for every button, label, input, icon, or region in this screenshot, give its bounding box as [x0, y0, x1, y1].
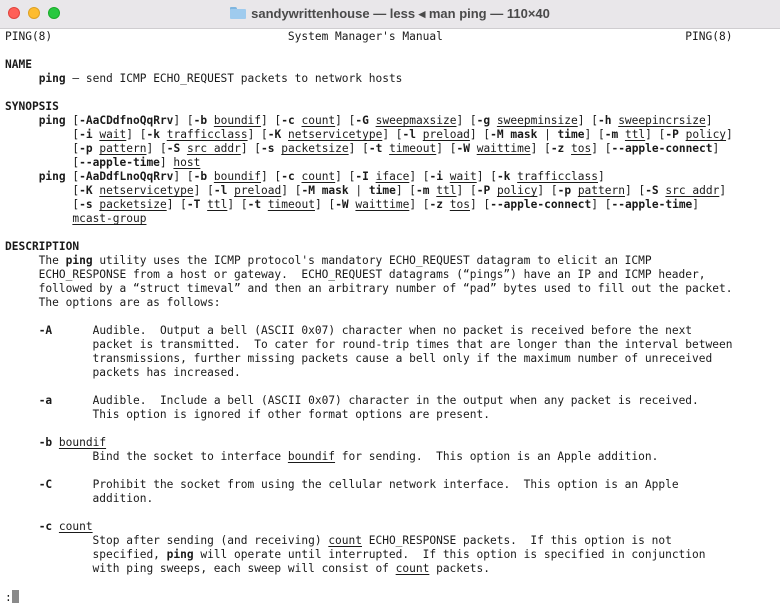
- text-segment: The options are as follows:: [5, 296, 221, 309]
- terminal-output[interactable]: [5, 30, 775, 604]
- underlined-text: count: [301, 170, 336, 183]
- text-segment: [416, 128, 423, 141]
- bold-text: ping: [65, 254, 93, 267]
- underlined-text: ttl: [624, 128, 646, 141]
- bold-text: -b: [193, 170, 208, 183]
- terminal-line: [5, 492, 775, 506]
- text-segment: ]: [705, 114, 713, 127]
- text-segment: ] [: [247, 128, 268, 141]
- terminal-line: [5, 548, 775, 562]
- terminal-line: [5, 310, 775, 324]
- terminal-line: [5, 394, 775, 408]
- text-segment: This option is ignored if other format options are present.: [5, 408, 490, 421]
- bold-text: -P: [476, 184, 491, 197]
- underlined-text: timeout: [267, 198, 315, 211]
- underlined-text: sweepmaxsize: [375, 114, 457, 127]
- text-segment: [207, 114, 214, 127]
- underlined-text: policy: [496, 184, 538, 197]
- bold-text: mask: [510, 128, 538, 141]
- text-segment: ] [: [240, 142, 262, 155]
- underlined-text: netservicetype: [99, 184, 194, 197]
- text-segment: ]: [712, 142, 720, 155]
- bold-text: -i: [429, 170, 444, 183]
- text-segment: Prohibit the socket from using the cellular network interface. This option is an Apple: [52, 478, 679, 491]
- text-segment: ] [: [335, 170, 356, 183]
- terminal-line: [5, 254, 775, 268]
- text-segment: ] [: [456, 114, 477, 127]
- terminal-line: [5, 352, 775, 366]
- bold-text: -W: [456, 142, 470, 155]
- text-segment: transmissions, further missing packets cause a bell only if the maximum number of unreceived: [5, 352, 713, 365]
- underlined-text: packetsize: [99, 198, 167, 211]
- text-segment: :: [5, 591, 12, 604]
- text-segment: Audible. Output a bell (ASCII 0x07) character when no packet is received before the next: [52, 324, 693, 337]
- underlined-text: mcast-group: [72, 212, 147, 225]
- bold-text: -z: [550, 142, 565, 155]
- terminal-line: [5, 436, 775, 450]
- bold-text: -c: [281, 170, 295, 183]
- text-segment: [5, 520, 39, 533]
- underlined-text: boundif: [58, 436, 107, 449]
- underlined-text: sweepincrsize: [618, 114, 706, 127]
- bold-text: -K: [267, 128, 282, 141]
- text-segment: [369, 170, 376, 183]
- underlined-text: boundif: [287, 450, 336, 463]
- bold-text: -m: [416, 184, 430, 197]
- underlined-text: boundif: [213, 170, 262, 183]
- text-segment: ] [: [382, 128, 403, 141]
- text-segment: [5, 324, 39, 337]
- text-segment: [5, 212, 72, 225]
- text-segment: [5, 114, 39, 127]
- text-segment: [5, 436, 39, 449]
- text-segment: [: [65, 170, 80, 183]
- text-segment: [: [5, 184, 80, 197]
- text-segment: [490, 114, 497, 127]
- underlined-text: trafficclass: [517, 170, 598, 183]
- text-segment: ] [: [335, 114, 356, 127]
- text-segment: [5, 72, 39, 85]
- terminal-line: [5, 212, 775, 226]
- text-segment: [470, 142, 477, 155]
- text-segment: [443, 198, 450, 211]
- terminal-line: [5, 478, 775, 492]
- text-segment: [: [65, 114, 80, 127]
- bold-text: -b: [193, 114, 208, 127]
- text-segment: ] [: [476, 170, 497, 183]
- underlined-text: pattern: [577, 184, 625, 197]
- text-segment: [180, 142, 187, 155]
- text-segment: ] [: [537, 184, 558, 197]
- bold-text: --apple-time: [79, 156, 160, 169]
- text-segment: ]: [692, 198, 700, 211]
- terminal-line: [5, 408, 775, 422]
- bold-text: -l: [213, 184, 228, 197]
- terminal-line: [5, 534, 775, 548]
- text-segment: ] [: [530, 142, 551, 155]
- terminal-line: [5, 576, 775, 590]
- title-bar[interactable]: [0, 0, 780, 29]
- text-segment: ]: [159, 156, 174, 169]
- text-segment: Audible. Include a bell (ASCII 0x07) character in the output when any packet is received.: [52, 394, 699, 407]
- text-segment: packet is transmitted. To cater for round-trip times that are longer than the interval between: [5, 338, 733, 351]
- bold-text: -AaDdfLnoQqRrv: [79, 170, 174, 183]
- text-segment: [618, 128, 625, 141]
- underlined-text: iface: [375, 170, 410, 183]
- terminal-line: [5, 324, 775, 338]
- text-segment: ] [: [126, 128, 147, 141]
- terminal-line: [5, 226, 775, 240]
- underlined-text: count: [328, 534, 362, 547]
- bold-text: -AaCDdfnoQqRrv: [79, 114, 174, 127]
- text-segment: [: [5, 198, 80, 211]
- bold-text: -K: [79, 184, 93, 197]
- text-segment: for sending. This option is an Apple addition.: [335, 450, 659, 463]
- text-segment: ] [: [409, 198, 430, 211]
- text-segment: [52, 436, 59, 449]
- text-segment: [: [5, 128, 80, 141]
- text-segment: ]: [719, 184, 727, 197]
- underlined-text: count: [395, 562, 430, 575]
- text-segment: ECHO_RESPONSE packets. If this option is not: [362, 534, 672, 547]
- bold-text: ping: [38, 114, 66, 127]
- terminal-line: [5, 100, 775, 114]
- text-segment: [261, 198, 268, 211]
- text-segment: Bind the socket to interface: [5, 450, 288, 463]
- bold-text: -s: [261, 142, 275, 155]
- underlined-text: count: [58, 520, 93, 533]
- terminal-line: [5, 450, 775, 464]
- text-segment: ] [: [645, 128, 666, 141]
- folder-icon: [230, 7, 246, 19]
- bold-text: -b: [38, 436, 53, 449]
- text-segment: [369, 114, 376, 127]
- text-segment: ] [: [436, 142, 457, 155]
- text-segment: [490, 184, 497, 197]
- bold-text: -A: [38, 324, 53, 337]
- terminal-line: [5, 156, 775, 170]
- terminal-line: [5, 44, 775, 58]
- bold-text: --apple-connect: [611, 142, 713, 155]
- underlined-text: boundif: [213, 114, 262, 127]
- text-segment: [5, 478, 39, 491]
- text-segment: ] [: [469, 198, 491, 211]
- text-segment: ] [: [166, 198, 187, 211]
- terminal-line: [5, 380, 775, 394]
- text-segment: |: [348, 184, 369, 197]
- terminal-line: [5, 520, 775, 534]
- text-segment: [: [5, 156, 80, 169]
- text-segment: [207, 170, 214, 183]
- text-segment: ] [: [409, 170, 430, 183]
- text-segment: [315, 184, 322, 197]
- underlined-text: ttl: [207, 198, 228, 211]
- text-cursor: [12, 590, 19, 603]
- bold-text: -h: [597, 114, 612, 127]
- terminal-line: [5, 422, 775, 436]
- bold-text: -G: [355, 114, 369, 127]
- underlined-text: netservicetype: [288, 128, 383, 141]
- underlined-text: waittime: [476, 142, 531, 155]
- underlined-text: preload: [234, 184, 282, 197]
- underlined-text: sweepminsize: [496, 114, 578, 127]
- bold-text: DESCRIPTION: [5, 240, 80, 253]
- underlined-text: pattern: [99, 142, 147, 155]
- text-segment: ] [: [173, 170, 194, 183]
- bold-text: -M: [490, 128, 504, 141]
- bold-text: -a: [38, 394, 53, 407]
- underlined-text: wait: [449, 170, 477, 183]
- text-segment: ] [: [456, 184, 477, 197]
- text-segment: [281, 128, 288, 141]
- terminal-line: [5, 128, 775, 142]
- terminal-line: [5, 506, 775, 520]
- terminal-line: [5, 170, 775, 184]
- underlined-text: preload: [422, 128, 470, 141]
- text-segment: PING(8) System Manager's Manual PING(8): [5, 30, 733, 43]
- bold-text: -I: [355, 170, 369, 183]
- terminal-line: [5, 184, 775, 198]
- bold-text: -l: [402, 128, 417, 141]
- terminal-line: [5, 240, 775, 254]
- underlined-text: src_addr: [186, 142, 241, 155]
- terminal-line: [5, 58, 775, 72]
- text-segment: ] [: [193, 184, 214, 197]
- terminal-line: [5, 590, 775, 604]
- bold-text: -C: [38, 478, 53, 491]
- window-title: sandywrittenhouse — less ◂ man ping — 110×40: [251, 6, 550, 21]
- text-segment: ] [: [577, 114, 598, 127]
- bold-text: -P: [665, 128, 679, 141]
- text-segment: ] [: [591, 198, 612, 211]
- text-segment: ] [: [469, 128, 491, 141]
- underlined-text: ttl: [436, 184, 457, 197]
- bold-text: -W: [335, 198, 349, 211]
- underlined-text: timeout: [389, 142, 437, 155]
- window-title-group: [0, 6, 780, 22]
- terminal-line: [5, 72, 775, 86]
- text-segment: ]: [726, 128, 733, 141]
- text-segment: packets has increased.: [5, 366, 241, 379]
- text-segment: – send ICMP ECHO_REQUEST packets to network hosts: [65, 72, 403, 85]
- bold-text: ping: [166, 548, 194, 561]
- bold-text: -g: [476, 114, 491, 127]
- terminal-line: [5, 366, 775, 380]
- underlined-text: count: [301, 114, 336, 127]
- text-segment: [571, 184, 578, 197]
- text-segment: [160, 128, 167, 141]
- text-segment: ] [: [261, 114, 282, 127]
- bold-text: --apple-time: [611, 198, 693, 211]
- terminal-line: [5, 268, 775, 282]
- text-segment: Stop after sending (and receiving): [5, 534, 329, 547]
- underlined-text: tos: [571, 142, 592, 155]
- terminal-line: [5, 282, 775, 296]
- bold-text: -S: [645, 184, 659, 197]
- bold-text: -T: [186, 198, 201, 211]
- bold-text: ping: [38, 170, 66, 183]
- bold-text: -S: [166, 142, 181, 155]
- bold-text: SYNOPSIS: [5, 100, 59, 113]
- text-segment: addition.: [5, 492, 154, 505]
- bold-text: -k: [496, 170, 511, 183]
- bold-text: ping: [38, 72, 66, 85]
- text-segment: [5, 170, 39, 183]
- terminal-line: [5, 198, 775, 212]
- underlined-text: host: [173, 156, 201, 169]
- text-segment: ] [: [173, 114, 194, 127]
- terminal-line: [5, 296, 775, 310]
- terminal-line: [5, 142, 775, 156]
- terminal-line: [5, 114, 775, 128]
- text-segment: ] [: [591, 142, 612, 155]
- terminal-line: [5, 30, 775, 44]
- text-segment: ] [: [261, 170, 282, 183]
- bold-text: -t: [368, 142, 383, 155]
- terminal-line: [5, 86, 775, 100]
- text-segment: |: [537, 128, 558, 141]
- bold-text: -i: [79, 128, 93, 141]
- underlined-text: tos: [449, 198, 470, 211]
- bold-text: --apple-connect: [490, 198, 592, 211]
- text-segment: [679, 128, 686, 141]
- bold-text: -p: [557, 184, 572, 197]
- text-segment: The: [5, 254, 66, 267]
- text-segment: ] [: [395, 184, 417, 197]
- text-segment: ] [: [227, 198, 248, 211]
- bold-text: -s: [79, 198, 93, 211]
- bold-text: -M: [301, 184, 315, 197]
- bold-text: NAME: [5, 58, 32, 71]
- text-segment: ] [: [146, 142, 167, 155]
- text-segment: [5, 394, 39, 407]
- bold-text: -p: [79, 142, 93, 155]
- bold-text: -k: [146, 128, 160, 141]
- terminal-line: [5, 562, 775, 576]
- bold-text: -m: [604, 128, 619, 141]
- text-segment: ] [: [314, 198, 336, 211]
- text-segment: ECHO_RESPONSE from a host or gateway. ECHO_REQUEST datagrams (“pings”) have an IP and ICMP header,: [5, 268, 706, 281]
- text-segment: ] [: [624, 184, 646, 197]
- bold-text: -z: [429, 198, 444, 211]
- text-segment: specified,: [5, 548, 167, 561]
- underlined-text: policy: [685, 128, 727, 141]
- bold-text: time: [368, 184, 396, 197]
- text-segment: ]: [598, 170, 605, 183]
- terminal-line: [5, 464, 775, 478]
- text-segment: utility uses the ICMP protocol's mandatory ECHO_REQUEST datagram to elicit an ICMP: [92, 254, 652, 267]
- text-segment: ] [: [348, 142, 369, 155]
- text-segment: [52, 520, 59, 533]
- underlined-text: wait: [99, 128, 127, 141]
- underlined-text: src_addr: [665, 184, 720, 197]
- text-segment: [443, 170, 450, 183]
- underlined-text: trafficclass: [166, 128, 248, 141]
- bold-text: -t: [247, 198, 262, 211]
- text-segment: packets.: [429, 562, 490, 575]
- text-segment: [: [5, 142, 80, 155]
- bold-text: -c: [38, 520, 53, 533]
- text-segment: will operate until interrupted. If this option is specified in conjunction: [193, 548, 706, 561]
- bold-text: time: [557, 128, 585, 141]
- text-segment: ] [: [281, 184, 302, 197]
- terminal-line: [5, 338, 775, 352]
- bold-text: -c: [281, 114, 295, 127]
- text-segment: followed by a “struct timeval” and then an arbitrary number of “pad” bytes used to fill out the packet.: [5, 282, 733, 295]
- bold-text: mask: [321, 184, 349, 197]
- underlined-text: packetsize: [281, 142, 349, 155]
- underlined-text: waittime: [355, 198, 410, 211]
- text-segment: ] [: [584, 128, 605, 141]
- text-segment: with ping sweeps, each sweep will consist of: [5, 562, 396, 575]
